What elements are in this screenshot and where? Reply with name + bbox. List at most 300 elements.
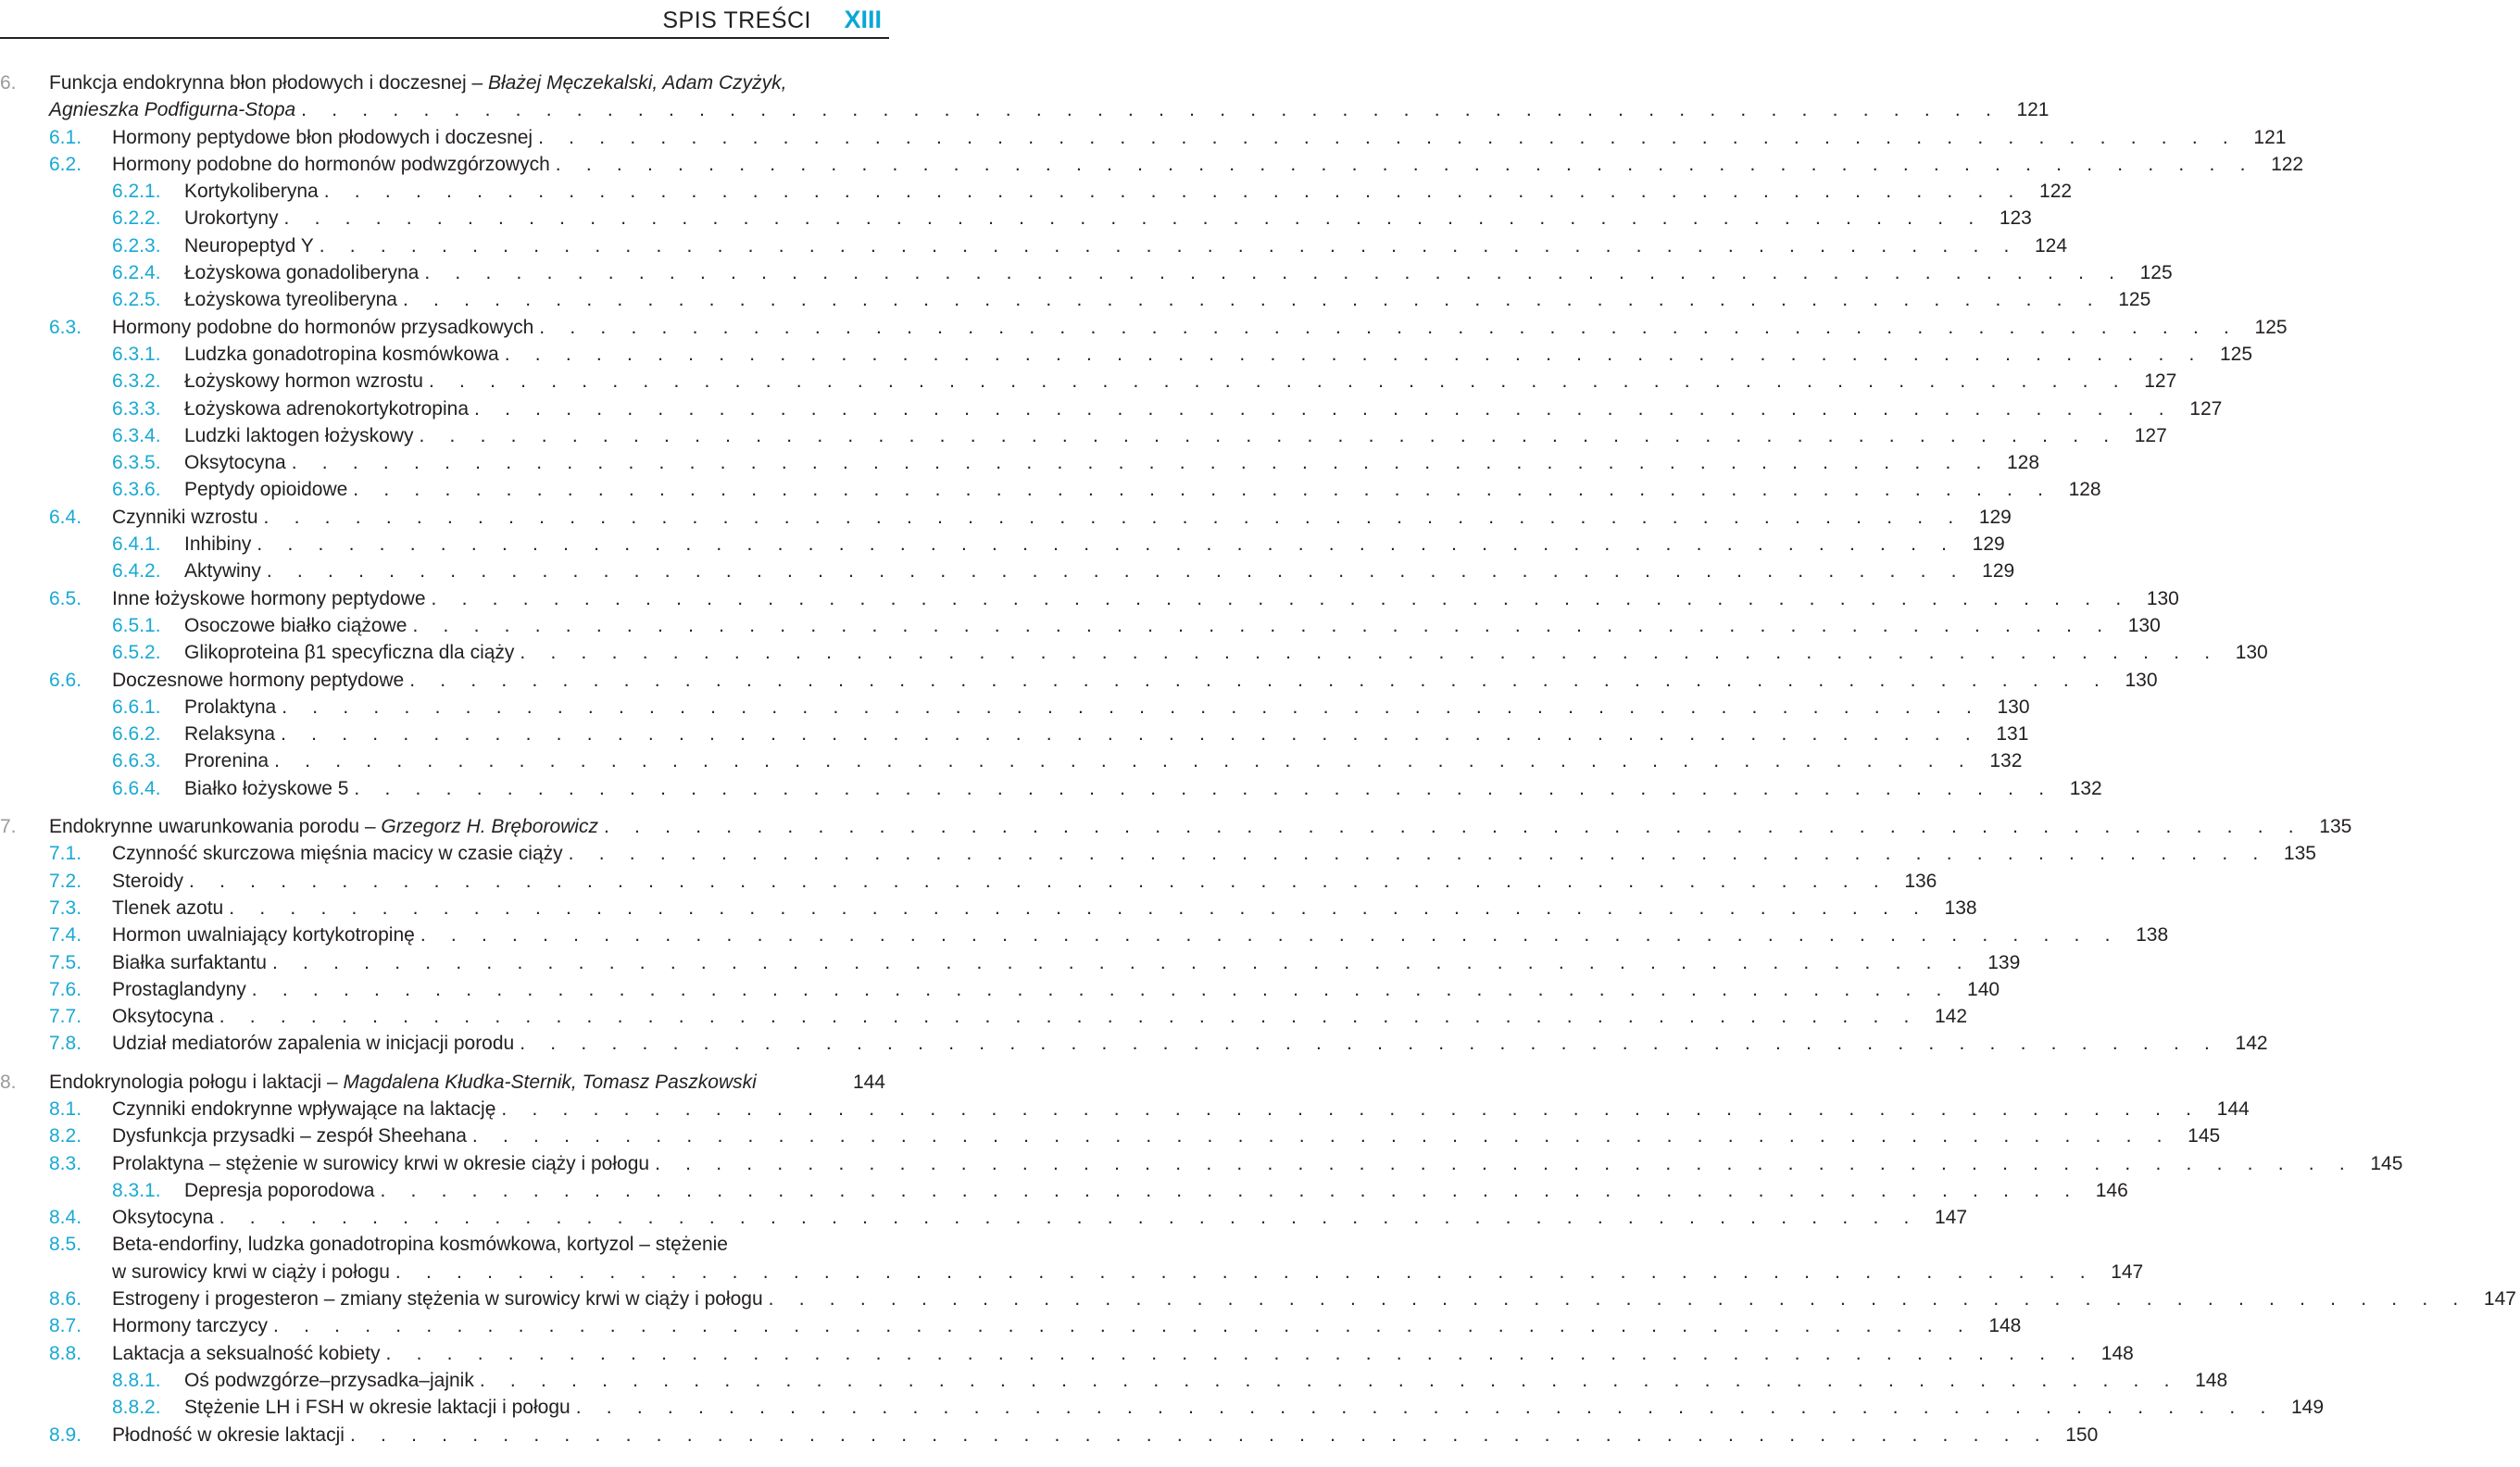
toc-entry[interactable] — [0, 813, 2352, 840]
dot-leader: . . . . . . . . . . . . . . . . . . . . . . . . . . . . . . . . . . . . . . . . . . . . . . . . . . . . . . . . — [282, 696, 1982, 718]
dot-leader: . . . . . . . . . . . . . . . . . . . . . . . . . . . . . . . . . . . . . . . . . . . . . . . . . . . . . . . . — [385, 1342, 2086, 1364]
toc-title: Inhibiny — [184, 533, 252, 556]
toc-number: 6.2.4. — [112, 262, 161, 284]
dot-leader: . . . . . . . . . . . . . . . . . . . . . . . . . . . . . . . . . . . . . . . . . . . . . . . . . . . . . . . . — [281, 723, 1981, 746]
toc-title: Endokrynologia połogu i laktacji – Magdalena Kłudka-Sternik, Tomasz Paszkowski — [49, 1071, 757, 1093]
toc-title: Hormon uwalniający kortykotropinę — [112, 924, 415, 947]
toc-number: 6.3.1. — [112, 343, 161, 365]
toc-title: Dysfunkcja przysadki – zespół Sheehana — [112, 1125, 467, 1147]
toc-entry[interactable] — [0, 395, 2223, 422]
running-title: SPIS TREŚCI — [662, 7, 811, 33]
toc-page-number: 132 — [1989, 750, 2023, 772]
dot-leader: . . . . . . . . . . . . . . . . . . . . . . . . . . . . . . . . . . . . . . . . . . . . . . . . . . . . . . . . — [471, 1125, 2173, 1147]
dot-leader: . . . . . . . . . . . . . . . . . . . . . . . . . . . . . . . . . . . . . . . . . . . . . . . . . . . . . . . . — [424, 262, 2125, 284]
toc-page-number: 129 — [1972, 533, 2005, 556]
toc-number: 7.6. — [49, 978, 82, 1000]
toc-page-number: 121 — [2016, 99, 2050, 121]
toc-page-number: 138 — [2136, 924, 2169, 947]
toc-author: Błażej Męczekalski, Adam Czyżyk, — [487, 72, 787, 94]
dot-leader: . . . . . . . . . . . . . . . . . . . . . . . . . . . . . . . . . . . . . . . . . . . . . . . . . . . . . . . . — [538, 126, 2238, 148]
toc-page-number: 121 — [2253, 126, 2287, 148]
dot-leader: . . . . . . . . . . . . . . . . . . . . . . . . . . . . . . . . . . . . . . . . . . . . . . . . . . . . . . . . — [283, 207, 1984, 230]
dot-leader: . . . . . . . . . . . . . . . . . . . . . . . . . . . . . . . . . . . . . . . . . . . . . . . . . . . . . . . . — [555, 153, 2256, 175]
toc-row — [0, 721, 2029, 747]
toc-title: Hormony podobne do hormonów przysadkowych — [112, 316, 534, 338]
toc-title: Czynniki wzrostu — [112, 506, 258, 528]
toc-page-number: 130 — [2127, 614, 2161, 636]
toc-entry[interactable] — [0, 504, 2012, 531]
toc-title: Kortykoliberyna — [184, 181, 319, 203]
toc-title: Relaksyna — [184, 723, 276, 746]
toc-entry[interactable] — [0, 976, 2000, 1003]
toc-row — [0, 96, 2050, 123]
toc-row — [0, 922, 2169, 948]
toc-row — [0, 124, 2287, 151]
dot-leader: . . . . . . . . . . . . . . . . . . . . . . . . . . . . . . . . . . . . . . . . . . . . . . . . . . . . . . . . — [263, 506, 1963, 528]
toc-number: 8.8.1. — [112, 1369, 161, 1391]
toc-page-number: 142 — [1935, 1006, 1968, 1028]
toc-number: 7.4. — [49, 924, 82, 947]
dot-leader: . . . . . . . . . . . . . . . . . . . . . . . . . . . . . . . . . . . . . . . . . . . . . . . . . . . . . . . . — [301, 99, 2001, 121]
toc-page-number: 128 — [2068, 479, 2101, 501]
toc-title: Łożyskowa gonadoliberyna — [184, 262, 420, 284]
toc-number: 6.4.2. — [112, 560, 161, 583]
toc-number: 7.2. — [49, 870, 82, 892]
toc-row — [0, 1204, 1968, 1231]
toc-row — [0, 449, 2040, 476]
toc-row — [0, 1422, 2099, 1448]
dot-leader: . . . . . . . . . . . . . . . . . . . . . . . . . . . . . . . . . . . . . . . . . . . . . . . . . . . . . . . . — [219, 1207, 1920, 1229]
dot-leader: . . . . . . . . . . . . . . . . . . . . . . . . . . . . . . . . . . . . . . . . . . . . . . . . . . . . . . . . — [219, 1006, 1920, 1028]
toc-entry[interactable] — [0, 639, 2268, 666]
toc-row — [0, 259, 2173, 286]
toc-page-number: 146 — [2095, 1179, 2128, 1201]
toc-row — [0, 612, 2161, 639]
toc-title: Peptydy opioidowe — [184, 479, 348, 501]
toc-title: Białka surfaktantu — [112, 951, 267, 973]
toc-number: 7.7. — [49, 1006, 82, 1028]
toc-entry[interactable] — [0, 1177, 2128, 1204]
toc-entry[interactable] — [0, 151, 2304, 178]
toc-number: 6.2.5. — [112, 289, 161, 311]
toc-number: 6.6. — [49, 669, 82, 691]
toc-row — [0, 1122, 2221, 1149]
toc-entry[interactable] — [0, 205, 2032, 232]
toc-row — [0, 368, 2177, 395]
toc-number: 8.1. — [49, 1097, 82, 1120]
toc-entry[interactable] — [0, 747, 2023, 774]
dot-leader: . . . . . . . . . . . . . . . . . . . . . . . . . . . . . . . . . . . . . . . . . . . . . . . . . . . . . . . . — [319, 234, 2020, 257]
toc-title: Inne łożyskowe hormony peptydowe — [112, 587, 426, 609]
dot-leader: . . . . . . . . . . . . . . . . . . . . . . . . . . . . . . . . . . . . . . . . . . . . . . . . . . . . . . . . — [575, 1397, 2276, 1419]
toc-row — [0, 232, 2068, 259]
toc-page-number: 135 — [2283, 843, 2316, 865]
toc-page-number: 148 — [2100, 1342, 2134, 1364]
toc-row — [0, 1003, 1968, 1030]
toc-entry[interactable] — [0, 232, 2068, 259]
dot-leader: . . . . . . . . . . . . . . . . . . . . . . . . . . . . . . . . . . . . . . . . . . . . . . . . . . . . . . . . — [655, 1152, 2355, 1174]
toc-entry[interactable] — [0, 368, 2177, 395]
toc-row — [0, 1177, 2128, 1204]
dot-leader: . . . . . . . . . . . . . . . . . . . . . . . . . . . . . . . . . . . . . . . . . . . . . . . . . . . . . . . . — [349, 1423, 2050, 1446]
toc-entry[interactable] — [0, 694, 2030, 721]
toc-number: 8.5. — [49, 1234, 82, 1256]
toc-number: 6.3.5. — [112, 452, 161, 474]
toc-title: Urokortyny — [184, 207, 279, 230]
toc-row — [0, 395, 2223, 422]
toc-title: Łożyskowa adrenokortykotropina — [184, 397, 470, 420]
toc-entry[interactable] — [0, 1069, 889, 1096]
toc-title: Doczesnowe hormony peptydowe — [112, 669, 405, 691]
toc-page-number: 135 — [2319, 816, 2352, 838]
toc-entry[interactable] — [0, 286, 2151, 313]
toc-row — [0, 747, 2023, 774]
toc-page-number: 148 — [2195, 1369, 2228, 1391]
toc-number: 6.6.2. — [112, 723, 161, 746]
toc-title: Beta-endorfiny, ludzka gonadotropina kosmówkowa, kortyzol – stężenie — [112, 1234, 728, 1256]
toc-row — [0, 151, 2304, 178]
toc-title: Ludzka gonadotropina kosmówkowa — [184, 343, 499, 365]
toc-title: Estrogeny i progesteron – zmiany stężenia w surowicy krwi w ciąży i połogu — [112, 1288, 763, 1310]
toc-entry[interactable] — [0, 259, 2173, 286]
toc-entry[interactable] — [0, 69, 2050, 124]
page-header — [0, 0, 889, 39]
toc-title: Oksytocyna — [184, 452, 286, 474]
toc-author: Agnieszka Podfigurna-Stopa — [49, 99, 296, 121]
toc-entry[interactable] — [0, 667, 2158, 694]
toc-page-number: 144 — [852, 1071, 885, 1093]
toc-number: 6.4.1. — [112, 533, 161, 556]
toc-page-number: 130 — [2235, 642, 2268, 664]
toc-entry[interactable] — [0, 124, 2287, 151]
dot-leader: . . . . . . . . . . . . . . . . . . . . . . . . . . . . . . . . . . . . . . . . . . . . . . . . . . . . . . . . — [504, 343, 2205, 365]
dot-leader: . . . . . . . . . . . . . . . . . . . . . . . . . . . . . . . . . . . . . . . . . . . . . . . . . . . . . . . . — [568, 843, 2268, 865]
toc-row — [0, 1394, 2325, 1421]
toc-page-number: 122 — [2271, 153, 2304, 175]
toc-row — [0, 69, 889, 96]
toc-title: Stężenie LH i FSH w okresie laktacji i połogu — [184, 1397, 570, 1419]
toc-row — [0, 1285, 2516, 1312]
toc-title: Oś podwzgórze–przysadka–jajnik — [184, 1369, 474, 1391]
toc-entry[interactable] — [0, 1231, 2144, 1285]
toc-page-number: 144 — [2216, 1097, 2250, 1120]
toc-entry[interactable] — [0, 1340, 2134, 1367]
toc-entry[interactable] — [0, 1367, 2228, 1394]
toc-entry[interactable] — [0, 422, 2167, 449]
dot-leader: . . . . . . . . . . . . . . . . . . . . . . . . . . . . . . . . . . . . . . . . . . . . . . . . . . . . . . . . — [353, 479, 2053, 501]
toc-entry[interactable] — [0, 1096, 2250, 1122]
toc-entry[interactable] — [0, 476, 2101, 503]
dot-leader: . . . . . . . . . . . . . . . . . . . . . . . . . . . . . . . . . . . . . . . . . . . . . . . . . . . . . . . . — [273, 1315, 1974, 1337]
toc-entry[interactable] — [0, 449, 2040, 476]
dot-leader: . . . . . . . . . . . . . . . . . . . . . . . . . . . . . . . . . . . . . . . . . . . . . . . . . . . . . . . . — [501, 1097, 2201, 1120]
toc-row — [0, 422, 2167, 449]
toc-row — [0, 1340, 2134, 1367]
toc-entry[interactable] — [0, 1312, 2022, 1339]
toc-title: Oksytocyna — [112, 1006, 214, 1028]
dot-leader: . . . . . . . . . . . . . . . . . . . . . . . . . . . . . . . . . . . . . . . . . . . . . . . . . . . . . . . . — [380, 1179, 2080, 1201]
toc-page-number: 127 — [2134, 424, 2167, 446]
toc-title: Udział mediatorów zapalenia w inicjacji porodu — [112, 1033, 515, 1055]
toc-number: 6.3.3. — [112, 397, 161, 420]
dot-leader: . . . . . . . . . . . . . . . . . . . . . . . . . . . . . . . . . . . . . . . . . . . . . . . . . . . . . . . . — [768, 1288, 2468, 1310]
toc-page-number: 127 — [2144, 370, 2177, 393]
toc-entry[interactable] — [0, 314, 2288, 341]
toc-number: 6.1. — [49, 126, 82, 148]
toc-entry[interactable] — [0, 1285, 2516, 1312]
toc-title: Płodność w okresie laktacji — [112, 1423, 345, 1446]
dot-leader: . . . . . . . . . . . . . . . . . . . . . . . . . . . . . . . . . . . . . . . . . . . . . . . . . . . . . . . . — [603, 816, 2304, 838]
toc-title: Czynność skurczowa mięśnia macicy w czasie ciąży — [112, 843, 563, 865]
toc-number: 8.3. — [49, 1152, 82, 1174]
toc-row — [0, 476, 2101, 503]
toc-page-number: 147 — [2111, 1260, 2144, 1283]
toc-entry[interactable] — [0, 1122, 2221, 1149]
toc-number: 6.4. — [49, 506, 82, 528]
toc-row — [0, 504, 2012, 531]
dot-leader: . . . . . . . . . . . . . . . . . . . . . . . . . . . . . . . . . . . . . . . . . . . . . . . . . . . . . . . . — [257, 533, 1957, 556]
toc-number: 6.6.3. — [112, 750, 161, 772]
toc-row — [0, 1069, 889, 1096]
toc-number: 8. — [0, 1071, 17, 1093]
toc-title: Prolaktyna — [184, 696, 277, 718]
toc-entry[interactable] — [0, 612, 2161, 639]
toc-entry[interactable] — [0, 949, 2021, 976]
toc-page-number: 130 — [1997, 696, 2030, 718]
toc-number: 6.3.4. — [112, 424, 161, 446]
toc-number: 6. — [0, 72, 17, 94]
toc-title: Laktacja a seksualność kobiety — [112, 1342, 381, 1364]
toc-number: 7.5. — [49, 951, 82, 973]
dot-leader: . . . . . . . . . . . . . . . . . . . . . . . . . . . . . . . . . . . . . . . . . . . . . . . . . . . . . . . . — [428, 370, 2129, 393]
toc-page-number: 148 — [1988, 1315, 2022, 1337]
dot-leader: . . . . . . . . . . . . . . . . . . . . . . . . . . . . . . . . . . . . . . . . . . . . . . . . . . . . . . . . — [395, 1260, 2096, 1283]
toc-entry[interactable] — [0, 531, 2005, 558]
toc-row — [0, 1030, 2268, 1057]
toc-title: Łożyskowa tyreoliberyna — [184, 289, 397, 311]
toc-page-number: 145 — [2188, 1125, 2221, 1147]
toc-title: Endokrynne uwarunkowania porodu – Grzegorz H. Bręborowicz — [49, 816, 598, 838]
toc-title: Prolaktyna – stężenie w surowicy krwi w okresie ciąży i połogu — [112, 1152, 650, 1174]
toc-number: 7.1. — [49, 843, 82, 865]
toc-title: Osoczowe białko ciążowe — [184, 614, 407, 636]
dot-leader: . . . . . . . . . . . . . . . . . . . . . . . . . . . . . . . . . . . . . . . . . . . . . . . . . . . . . . . . — [271, 951, 1973, 973]
toc-entry[interactable] — [0, 178, 2073, 205]
toc-entry[interactable] — [0, 1394, 2325, 1421]
toc-page-number: 139 — [1987, 951, 2021, 973]
dot-leader: . . . . . . . . . . . . . . . . . . . . . . . . . . . . . . . . . . . . . . . . . . . . . . . . . . . . . . . . — [354, 777, 2054, 799]
toc-row — [0, 813, 2352, 840]
toc-number: 8.8. — [49, 1342, 82, 1364]
toc-number: 8.9. — [49, 1423, 82, 1446]
toc-title: Hormony podobne do hormonów podwzgórzowych — [112, 153, 550, 175]
toc-title: Białko łożyskowe 5 — [184, 777, 349, 799]
toc-page-number: 127 — [2189, 397, 2223, 420]
toc-entry[interactable] — [0, 585, 2179, 612]
toc-page-number: 130 — [2125, 669, 2158, 691]
toc-row — [0, 1150, 2403, 1177]
toc-entry[interactable] — [0, 1422, 2099, 1448]
toc-title: Neuropeptyd Y — [184, 234, 314, 257]
toc-entry[interactable] — [0, 1204, 1968, 1231]
toc-row — [0, 694, 2030, 721]
toc-title: Hormony tarczycy — [112, 1315, 269, 1337]
toc-title: Steroidy — [112, 870, 184, 892]
toc-number: 6.2.1. — [112, 181, 161, 203]
dot-leader: . . . . . . . . . . . . . . . . . . . . . . . . . . . . . . . . . . . . . . . . . . . . . . . . . . . . . . . . — [520, 1033, 2220, 1055]
toc-row — [0, 1231, 889, 1258]
toc-page-number: 150 — [2065, 1423, 2099, 1446]
dot-leader: . . . . . . . . . . . . . . . . . . . . . . . . . . . . . . . . . . . . . . . . . . . . . . . . . . . . . . . . — [420, 924, 2121, 947]
toc-number: 7. — [0, 816, 17, 838]
toc-page-number: 124 — [2035, 234, 2068, 257]
toc-page-number: 125 — [2118, 289, 2151, 311]
toc-number: 6.6.1. — [112, 696, 161, 718]
toc-page-number: 129 — [1982, 560, 2015, 583]
toc-page-number: 130 — [2146, 587, 2179, 609]
toc-row — [0, 178, 2073, 205]
toc-number: 6.5.2. — [112, 642, 161, 664]
toc-number: 6.3.6. — [112, 479, 161, 501]
toc-page-number: 131 — [1996, 723, 2029, 746]
toc-row — [0, 949, 2021, 976]
dot-leader: . . . . . . . . . . . . . . . . . . . . . . . . . . . . . . . . . . . . . . . . . . . . . . . . . . . . . . . . — [291, 452, 1992, 474]
toc-number: 6.2.2. — [112, 207, 161, 230]
toc-row — [0, 1096, 2250, 1122]
toc-entry[interactable] — [0, 1003, 1968, 1030]
dot-leader: . . . . . . . . . . . . . . . . . . . . . . . . . . . . . . . . . . . . . . . . . . . . . . . . . . . . . . . . — [251, 978, 1952, 1000]
section-gap — [0, 802, 889, 813]
toc-entry[interactable] — [0, 558, 2015, 584]
toc-title: Prorenina — [184, 750, 270, 772]
toc-page-number: 125 — [2254, 316, 2288, 338]
toc-page-number: 138 — [1944, 896, 1977, 919]
toc-row — [0, 314, 2288, 341]
toc-page-number: 129 — [1978, 506, 2012, 528]
toc-number: 6.2.3. — [112, 234, 161, 257]
dot-leader: . . . . . . . . . . . . . . . . . . . . . . . . . . . . . . . . . . . . . . . . . . . . . . . . . . . . . . . . — [412, 614, 2113, 636]
toc-row — [0, 558, 2015, 584]
toc-entry[interactable] — [0, 868, 1937, 895]
toc-entry[interactable] — [0, 1150, 2403, 1177]
toc-number: 6.5. — [49, 587, 82, 609]
toc-row — [0, 531, 2005, 558]
toc-title: Łożyskowy hormon wzrostu — [184, 370, 423, 393]
toc-number: 6.5.1. — [112, 614, 161, 636]
toc-page-number: 142 — [2235, 1033, 2268, 1055]
toc-number: 8.7. — [49, 1315, 82, 1337]
toc-page-number: 122 — [2039, 181, 2073, 203]
toc-row — [0, 286, 2151, 313]
toc-entry[interactable] — [0, 922, 2169, 948]
toc-title: Oksytocyna — [112, 1207, 214, 1229]
toc-page-number: 136 — [1904, 870, 1937, 892]
dot-leader: . . . . . . . . . . . . . . . . . . . . . . . . . . . . . . . . . . . . . . . . . . . . . . . . . . . . . . . . — [419, 424, 2119, 446]
toc-title: Funkcja endokrynna błon płodowych i doczesnej – Błażej Męczekalski, Adam Czyżyk, — [49, 72, 787, 94]
toc-number: 8.4. — [49, 1207, 82, 1229]
toc-row — [0, 667, 2158, 694]
toc-page-number: 149 — [2290, 1397, 2325, 1419]
toc-number: 7.8. — [49, 1033, 82, 1055]
toc-title — [49, 96, 295, 123]
toc-title: Prostaglandyny — [112, 978, 246, 1000]
toc-author: Grzegorz H. Bręborowicz — [381, 816, 598, 838]
toc-entry[interactable] — [0, 721, 2029, 747]
toc-row — [0, 341, 2253, 368]
toc-row — [0, 1367, 2228, 1394]
toc-number: 6.6.4. — [112, 777, 161, 799]
toc-title: Hormony peptydowe błon płodowych i doczesnej — [112, 126, 533, 148]
section-gap — [0, 1058, 889, 1069]
toc-page-number: 125 — [2220, 343, 2253, 365]
toc-title: Tlenek azotu — [112, 896, 224, 919]
table-of-contents — [0, 69, 2516, 1448]
toc-page-number: 128 — [2007, 452, 2040, 474]
toc-number: 7.3. — [49, 896, 82, 919]
dot-leader: . . . . . . . . . . . . . . . . . . . . . . . . . . . . . . . . . . . . . . . . . . . . . . . . . . . . . . . . — [323, 181, 2025, 203]
toc-author: Magdalena Kłudka-Sternik, Tomasz Paszkowski — [343, 1071, 757, 1093]
toc-row — [0, 868, 1937, 895]
toc-page-number: 147 — [2483, 1288, 2516, 1310]
dot-leader: . . . . . . . . . . . . . . . . . . . . . . . . . . . . . . . . . . . . . . . . . . . . . . . . . . . . . . . . — [229, 896, 1929, 919]
toc-title: Ludzki laktogen łożyskowy — [184, 424, 414, 446]
dot-leader: . . . . . . . . . . . . . . . . . . . . . . . . . . . . . . . . . . . . . . . . . . . . . . . . . . . . . . . . — [479, 1369, 2180, 1391]
toc-entry[interactable] — [0, 341, 2253, 368]
toc-row — [0, 585, 2179, 612]
dot-leader: . . . . . . . . . . . . . . . . . . . . . . . . . . . . . . . . . . . . . . . . . . . . . . . . . . . . . . . . — [474, 397, 2175, 420]
toc-page-number: 132 — [2069, 777, 2102, 799]
dot-leader: . . . . . . . . . . . . . . . . . . . . . . . . . . . . . . . . . . . . . . . . . . . . . . . . . . . . . . . . — [402, 289, 2103, 311]
dot-leader: . . . . . . . . . . . . . . . . . . . . . . . . . . . . . . . . . . . . . . . . . . . . . . . . . . . . . . . . — [189, 870, 1889, 892]
toc-page-number: 147 — [1935, 1207, 1968, 1229]
toc-row — [0, 205, 2032, 232]
toc-page-number: 145 — [2370, 1152, 2403, 1174]
toc-row — [0, 976, 2000, 1003]
toc-entry[interactable] — [0, 1030, 2268, 1057]
dot-leader: . . . . . . . . . . . . . . . . . . . . . . . . . . . . . . . . . . . . . . . . . . . . . . . . . . . . . . . . — [520, 642, 2220, 664]
dot-leader: . . . . . . . . . . . . . . . . . . . . . . . . . . . . . . . . . . . . . . . . . . . . . . . . . . . . . . . . — [431, 587, 2131, 609]
toc-number: 6.3. — [49, 316, 82, 338]
toc-number: 8.6. — [49, 1288, 82, 1310]
toc-title: Glikoproteina β1 specyficzna dla ciąży — [184, 642, 515, 664]
toc-title: Depresja poporodowa — [184, 1179, 375, 1201]
toc-number: 8.8.2. — [112, 1397, 161, 1419]
toc-entry[interactable] — [0, 775, 2102, 802]
toc-row — [0, 775, 2102, 802]
toc-page-number: 125 — [2139, 262, 2173, 284]
dot-leader: . . . . . . . . . . . . . . . . . . . . . . . . . . . . . . . . . . . . . . . . . . . . . . . . . . . . . . . . — [266, 560, 1967, 583]
toc-title: w surowicy krwi w ciąży i połogu — [112, 1260, 390, 1283]
toc-row — [0, 840, 2316, 867]
dot-leader: . . . . . . . . . . . . . . . . . . . . . . . . . . . . . . . . . . . . . . . . . . . . . . . . . . . . . . . . — [409, 669, 2110, 691]
toc-number: 6.2. — [49, 153, 82, 175]
toc-number: 8.2. — [49, 1125, 82, 1147]
page-number: XIII — [844, 6, 882, 33]
toc-entry[interactable] — [0, 840, 2316, 867]
toc-number: 6.3.2. — [112, 370, 161, 393]
toc-entry[interactable] — [0, 895, 1977, 922]
toc-title: Czynniki endokrynne wpływające na laktację — [112, 1097, 496, 1120]
toc-page-number: 123 — [1999, 207, 2032, 230]
dot-leader: . . . . . . . . . . . . . . . . . . . . . . . . . . . . . . . . . . . . . . . . . . . . . . . . . . . . . . . . — [274, 750, 1975, 772]
toc-page-number: 140 — [1967, 978, 2000, 1000]
dot-leader: . . . . . . . . . . . . . . . . . . . . . . . . . . . . . . . . . . . . . . . . . . . . . . . . . . . . . . . . — [539, 316, 2239, 338]
toc-row — [0, 1259, 2144, 1285]
toc-row — [0, 895, 1977, 922]
toc-title: Aktywiny — [184, 560, 261, 583]
toc-row — [0, 639, 2268, 666]
toc-number: 8.3.1. — [112, 1179, 161, 1201]
